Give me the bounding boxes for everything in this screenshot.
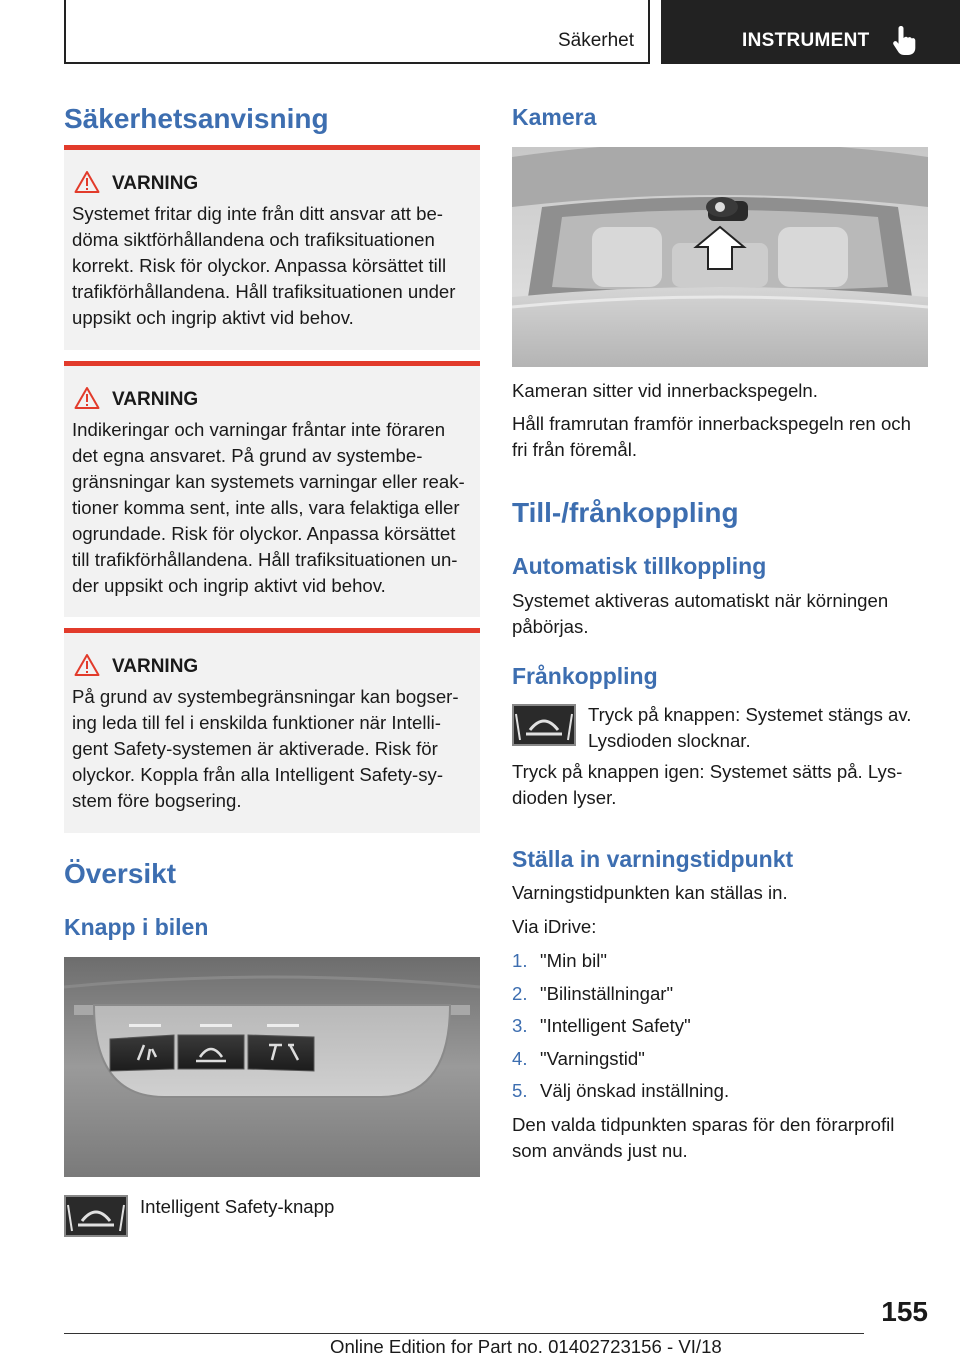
warning-box bbox=[64, 628, 480, 833]
text-line: Systemet aktiveras automatiskt när körningen bbox=[512, 590, 889, 611]
text-line: gränsningar kan systemets varningar eller reak- bbox=[72, 471, 465, 492]
step-number: 3. bbox=[512, 1015, 528, 1036]
page-number: 155 bbox=[881, 1296, 928, 1327]
text-line: der uppsikt och ingrip aktivt vid behov. bbox=[72, 575, 386, 596]
off-text bbox=[512, 759, 902, 811]
warning-triangle-icon bbox=[74, 170, 100, 194]
camera-photo bbox=[512, 147, 928, 367]
step-text: "Min bil" bbox=[540, 950, 607, 971]
text-line: Kameran sitter vid innerbackspegeln. bbox=[512, 380, 818, 401]
section-tab-label: Säkerhet bbox=[557, 30, 634, 51]
camera-text bbox=[512, 378, 911, 463]
text-line: döma siktförhållandena och trafiksituationen bbox=[72, 229, 435, 250]
warning-title: VARNING bbox=[112, 389, 199, 410]
text-line: påbörjas. bbox=[512, 616, 589, 637]
list-item bbox=[512, 948, 922, 981]
step-number: 5. bbox=[512, 1080, 528, 1101]
warning-triangle-icon bbox=[74, 653, 100, 677]
button-caption: Intelligent Safety-knapp bbox=[140, 1196, 335, 1217]
timing-text: Varningstidpunkten kan ställas in. bbox=[512, 882, 788, 903]
text-line: stem före bogsering. bbox=[72, 790, 242, 811]
text-line: På grund av systembegränsningar kan bogser- bbox=[72, 686, 459, 707]
list-item bbox=[512, 1046, 922, 1079]
warning-title: VARNING bbox=[112, 656, 199, 677]
step-text: Välj önskad inställning. bbox=[540, 1080, 730, 1101]
hand-pointer-icon bbox=[892, 24, 918, 56]
warning-box bbox=[64, 145, 480, 350]
footer-edition bbox=[330, 1336, 722, 1358]
auto-title: Automatisk tillkoppling bbox=[512, 553, 767, 579]
warning-text bbox=[72, 201, 476, 331]
timing-title: Ställa in varningstidpunkt bbox=[512, 846, 794, 872]
step-text: "Intelligent Safety" bbox=[540, 1015, 691, 1036]
text-line: ogrundade. Risk för olyckor. Anpassa körsättet bbox=[72, 523, 456, 544]
step-text: "Varningstid" bbox=[540, 1047, 645, 1069]
text-line: dioden lyser. bbox=[512, 787, 617, 808]
text-line: korrekt. Risk för olyckor. Anpassa körsättet till bbox=[72, 255, 447, 276]
idrive-text: Via iDrive: bbox=[512, 916, 597, 937]
text-line: Tryck på knappen: Systemet stängs av. bbox=[588, 704, 912, 725]
text-line: ing leda till fel i enskilda funktioner när Intelli- bbox=[72, 712, 441, 733]
section-tab[interactable] bbox=[64, 0, 650, 64]
button-panel-photo bbox=[64, 957, 480, 1177]
text-line: till trafikförhållandena. Håll trafiksituationen un- bbox=[72, 549, 458, 570]
step-number: 4. bbox=[512, 1047, 528, 1069]
text-line: fri från föremål. bbox=[512, 439, 638, 460]
step-number: 2. bbox=[512, 982, 528, 1004]
overview-title: Översikt bbox=[64, 858, 177, 889]
text-line: tioner komma sent, inte alls, vara felaktiga eller bbox=[72, 497, 460, 518]
list-item bbox=[512, 1078, 922, 1111]
warning-title: VARNING bbox=[112, 173, 199, 194]
button-subtitle: Knapp i bilen bbox=[64, 914, 209, 940]
text-line: uppsikt och ingrip aktivt vid behov. bbox=[72, 307, 354, 328]
step-text: "Bilinställningar" bbox=[540, 982, 674, 1004]
warning-box bbox=[64, 361, 480, 617]
text-line: trafikförhållandena. Håll trafiksituationen under bbox=[72, 281, 456, 302]
closing-text bbox=[512, 1112, 894, 1164]
step-number: 1. bbox=[512, 950, 528, 971]
text-line: som används just nu. bbox=[512, 1140, 688, 1161]
text-line: Tryck på knappen igen: Systemet sätts på. Lys- bbox=[512, 761, 903, 782]
text-line: Håll framrutan framför innerbackspegeln ren och bbox=[512, 413, 911, 434]
list-item bbox=[512, 1013, 922, 1046]
text-line: Lysdioden slocknar. bbox=[588, 730, 751, 751]
intelligent-safety-button-icon bbox=[512, 704, 576, 746]
section-title: Säkerhetsanvisning bbox=[64, 103, 329, 134]
text-line: Indikeringar och varningar fråntar inte föraren bbox=[72, 419, 446, 440]
list-item bbox=[512, 981, 922, 1014]
off-icon-text bbox=[588, 702, 911, 754]
camera-title: Kamera bbox=[512, 104, 597, 130]
chapter-tab-label: INSTRUMENT bbox=[742, 30, 870, 51]
off-title: Frånkoppling bbox=[512, 663, 658, 689]
warning-text bbox=[72, 417, 476, 599]
text-line: gent Safety-systemen är aktiverade. Risk för bbox=[72, 738, 438, 759]
intelligent-safety-button-icon bbox=[64, 1195, 128, 1237]
auto-text bbox=[512, 588, 888, 640]
steps-list bbox=[512, 948, 922, 1111]
text-line: Systemet fritar dig inte från ditt ansvar att be- bbox=[72, 203, 444, 224]
chapter-tab[interactable] bbox=[661, 0, 960, 64]
warning-triangle-icon bbox=[74, 386, 100, 410]
edition-text: Online Edition for Part no. 01402723156 - VI/18 bbox=[330, 1336, 722, 1357]
warning-text bbox=[72, 684, 476, 814]
text-line: Den valda tidpunkten sparas för den förarprofil bbox=[512, 1114, 895, 1135]
toggle-title: Till-/frånkoppling bbox=[512, 497, 739, 528]
text-line: det egna ansvaret. På grund av systembe- bbox=[72, 445, 423, 466]
text-line: olyckor. Koppla från alla Intelligent Safety-sy- bbox=[72, 764, 444, 785]
footer-divider bbox=[64, 1333, 864, 1334]
